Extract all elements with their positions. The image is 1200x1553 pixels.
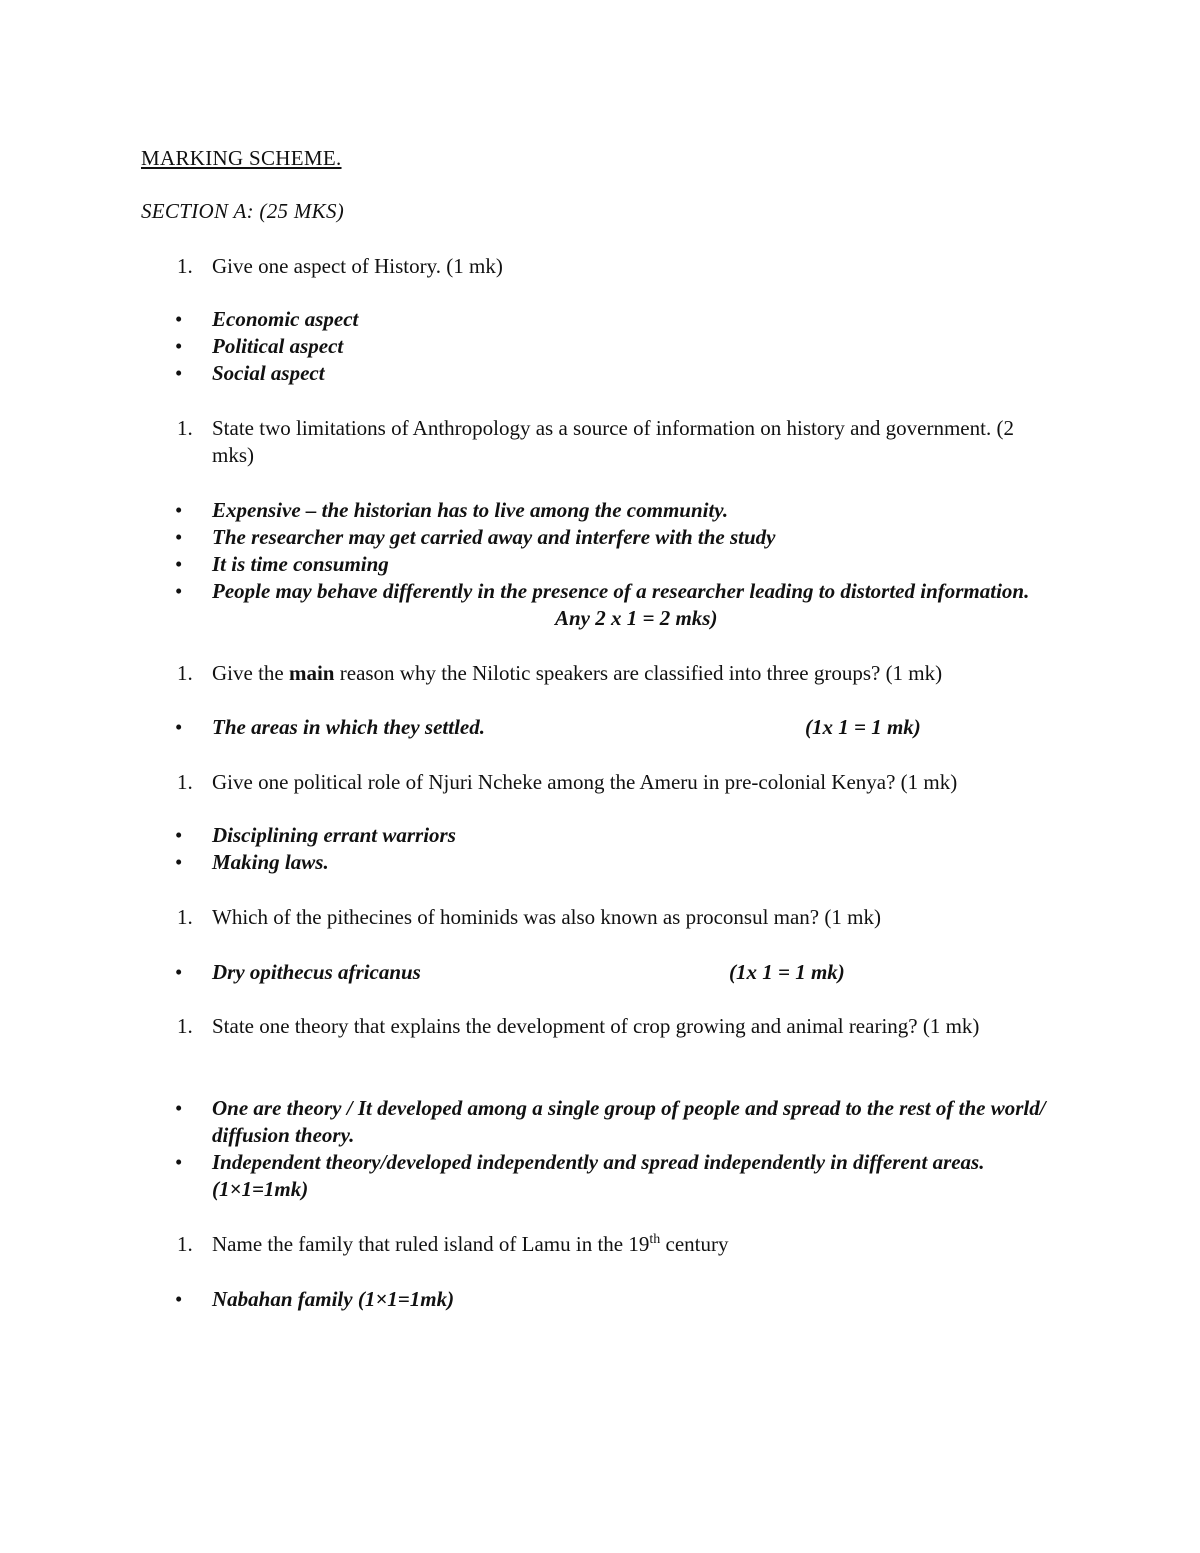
question-3 — [141, 660, 1061, 687]
bullet-icon: • — [175, 960, 183, 984]
answer-item: • The researcher may get carried away and interfere with the study — [175, 525, 776, 549]
question-number: 1. — [177, 905, 193, 929]
answer-item: • Social aspect — [175, 361, 325, 385]
answer-item: • Economic aspect — [175, 307, 359, 331]
bullet-icon: • — [175, 552, 183, 576]
answer-list-2 — [141, 497, 1061, 630]
answer-mark: Any 2 x 1 = 2 mks) — [555, 606, 718, 630]
question-text: Give one political role of Njuri Ncheke among the Ameru in pre-colonial Kenya? (1 mk) — [212, 770, 958, 794]
bullet-icon: • — [175, 307, 183, 331]
answer-item: • Expensive – the historian has to live among the community. — [175, 498, 729, 522]
document-title: MARKING SCHEME. — [141, 146, 342, 170]
answer-item: • Political aspect — [175, 334, 344, 358]
answer-mark: (1x 1 = 1 mk) — [805, 715, 921, 739]
question-2 — [141, 415, 1061, 469]
question-number: 1. — [177, 416, 193, 440]
question-5 — [141, 904, 1061, 931]
answer-item: • Making laws. — [175, 850, 329, 874]
bullet-icon: • — [175, 1287, 183, 1311]
bullet-icon: • — [175, 334, 183, 358]
bullet-icon: • — [175, 525, 183, 549]
answer-list-3 — [141, 714, 1061, 741]
answer-item: • Independent theory/developed independently and spread independently in different areas. (1×1=1mk) — [175, 1150, 985, 1201]
question-number: 1. — [177, 1232, 193, 1256]
answer-list-5 — [141, 959, 1061, 986]
answer-item: • It is time consuming — [175, 552, 389, 576]
answer-item: • One are theory / It developed among a single group of people and spread to the rest of the world/ diffusion theory. — [175, 1096, 1046, 1147]
answer-item: • Dry opithecus africanus (1x 1 = 1 mk) — [175, 960, 845, 984]
answer-item: • People may behave differently in the presence of a researcher leading to distorted information. Any 2 x 1 = 2 mks) — [175, 579, 1030, 630]
question-6 — [141, 1013, 1061, 1040]
question-text: Give one aspect of History. (1 mk) — [212, 254, 503, 278]
bullet-icon: • — [175, 1096, 183, 1120]
question-text: Name the family that ruled island of Lamu in the 19th century — [212, 1232, 729, 1256]
answer-list-1 — [141, 306, 1061, 387]
bullet-icon: • — [175, 715, 183, 739]
question-1 — [141, 253, 1061, 280]
question-number: 1. — [177, 254, 193, 278]
question-text: Give the main reason why the Nilotic speakers are classified into three groups? (1 mk) — [212, 661, 943, 685]
answer-list-7 — [141, 1286, 1061, 1313]
bullet-icon: • — [175, 850, 183, 874]
answer-list-4 — [141, 822, 1061, 876]
bullet-icon: • — [175, 361, 183, 385]
bullet-icon: • — [175, 579, 183, 603]
question-7 — [141, 1231, 1061, 1258]
bullet-icon: • — [175, 498, 183, 522]
question-text: Which of the pithecines of hominids was also known as proconsul man? (1 mk) — [212, 905, 881, 929]
bullet-icon: • — [175, 1150, 183, 1174]
answer-item: • Disciplining errant warriors — [175, 823, 456, 847]
question-text: State one theory that explains the development of crop growing and animal rearing? (1 mk) — [212, 1014, 980, 1038]
answer-list-6 — [141, 1095, 1061, 1203]
answer-mark: (1x 1 = 1 mk) — [729, 960, 845, 984]
section-heading: SECTION A: (25 MKS) — [141, 199, 345, 223]
question-4 — [141, 769, 1061, 796]
question-number: 1. — [177, 1014, 193, 1038]
answer-item: • The areas in which they settled. (1x 1 = 1 mk) — [175, 715, 921, 739]
emphasis-main: main — [288, 661, 335, 685]
answer-item: • Nabahan family (1×1=1mk) — [175, 1287, 455, 1311]
question-number: 1. — [177, 770, 193, 794]
question-number: 1. — [177, 661, 193, 685]
superscript: th — [649, 1232, 661, 1247]
question-text: State two limitations of Anthropology as a source of information on history and government. (2 mks) — [212, 416, 1014, 467]
bullet-icon: • — [175, 823, 183, 847]
